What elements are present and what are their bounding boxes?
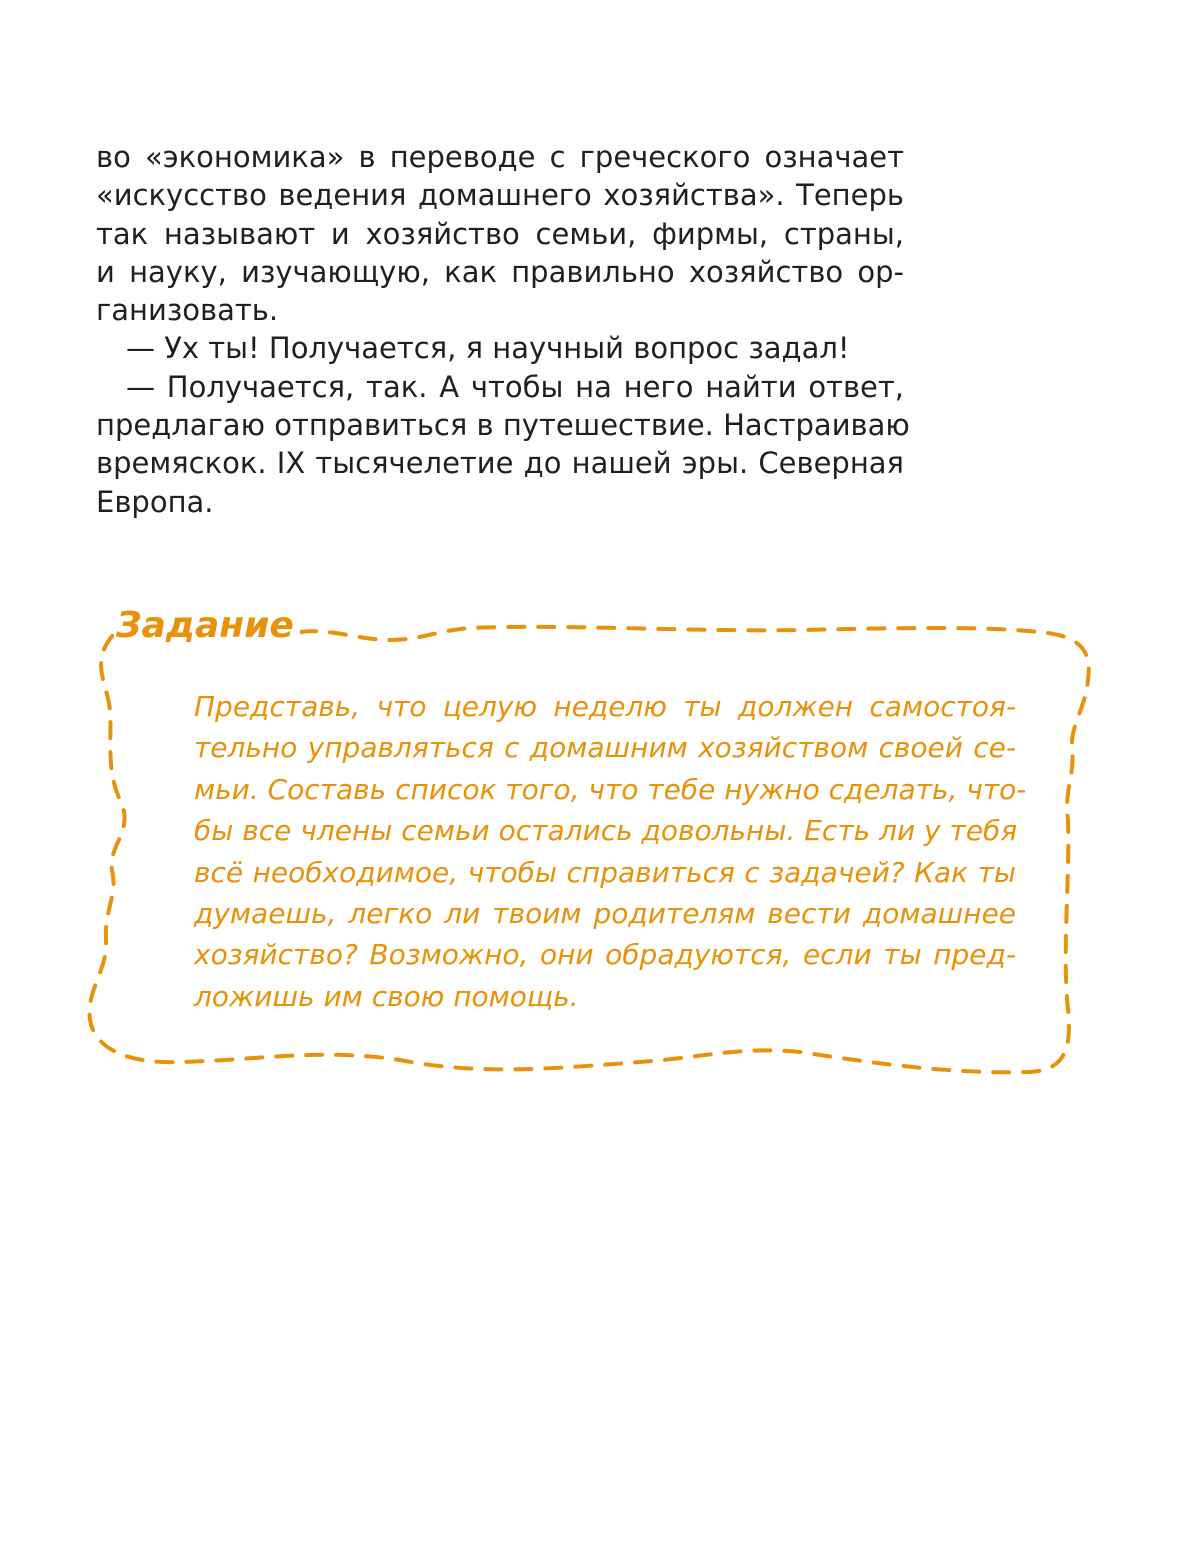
body-line: Европа.	[96, 484, 214, 519]
body-line: ганизовать.	[96, 293, 279, 328]
task-line: думаешь, легко ли твоим родителям вести домашнее	[194, 897, 1016, 931]
dialogue-line: — Получается, так. А чтобы на него найти ответ,	[126, 369, 904, 404]
task-line: ложишь им свою помощь.	[194, 979, 579, 1013]
task-line: бы все члены семьи остались довольны. Есть ли у тебя	[194, 814, 1018, 848]
body-line: во «экономика» в переводе с греческого означает	[96, 140, 904, 174]
body-line: времяскок. IX тысячелетие до нашей эры. Северная	[96, 446, 904, 481]
task-line: мьи. Составь список того, что тебе нужно сделать, что-	[194, 772, 1027, 806]
task-line: тельно управляться с домашним хозяйством своей се-	[194, 731, 1016, 765]
dialogue-line: — Ух ты! Получается, я научный вопрос задал!	[126, 331, 850, 366]
task-title: Задание	[114, 600, 300, 652]
body-line: «искусство ведения домашнего хозяйства». Теперь	[96, 178, 904, 213]
task-line: хозяйство? Возможно, они обрадуются, если ты пред-	[194, 938, 1016, 972]
body-line: предлагаю отправиться в путешествие. Настраиваю	[96, 408, 910, 443]
task-line: Представь, что целую неделю ты должен самостоя-	[194, 690, 1016, 723]
task-line: всё необходимое, чтобы справиться с задачей? Как ты	[194, 855, 1016, 889]
task-text	[194, 686, 1027, 1017]
body-line: так называют и хозяйство семьи, фирмы, страны,	[96, 216, 904, 251]
body-line: и науку, изучающую, как правильно хозяйство ор-	[96, 254, 904, 289]
